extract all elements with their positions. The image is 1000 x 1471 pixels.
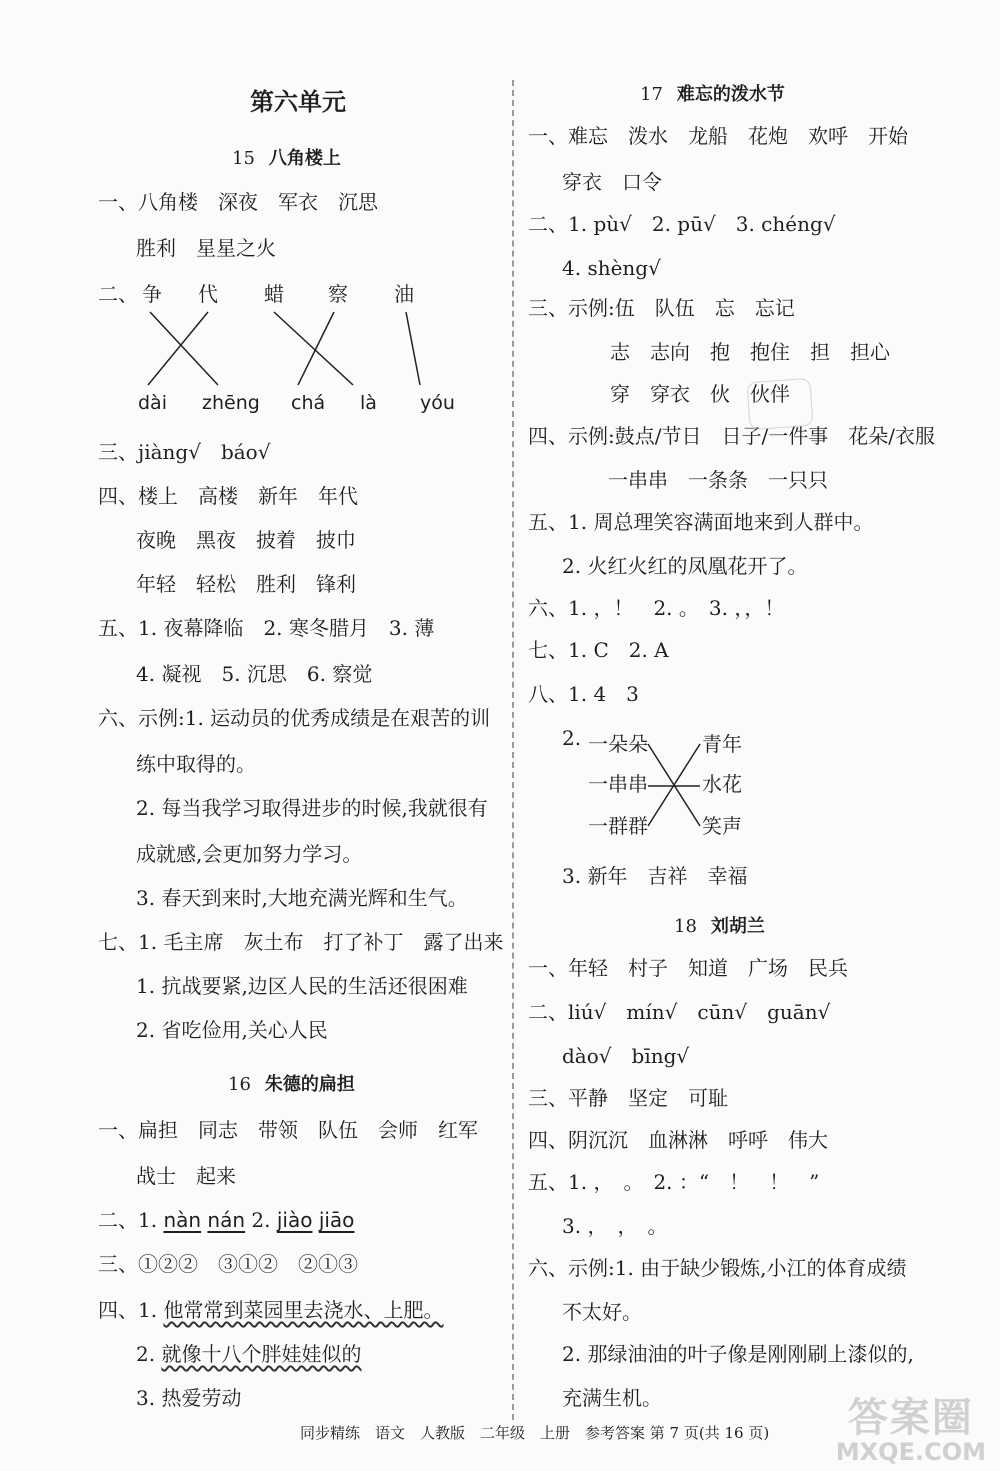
unit-title: 第六单元 <box>250 88 346 116</box>
answer-line: 五、1. 周总理笑容满面地来到人群中。 <box>528 510 874 534</box>
answer-line: 2. 每当我学习取得进步的时候,我就很有 <box>136 796 488 820</box>
answer-line: 胜利 星星之火 <box>136 236 276 260</box>
answer-line: 三、①②② ③①② ②①③ <box>98 1252 358 1276</box>
match-pinyin: dài <box>138 392 167 414</box>
lesson-name: 难忘的泼水节 <box>676 84 785 105</box>
watermark-logo <box>835 1395 986 1466</box>
lesson-number: 18 <box>674 916 697 937</box>
lesson-16-title <box>228 1070 355 1096</box>
answer-line <box>136 1340 361 1368</box>
question-label: 二、 <box>98 282 138 306</box>
answer-line: 3. 热爱劳动 <box>136 1386 242 1410</box>
lesson-name: 刘胡兰 <box>710 916 765 937</box>
match-char: 代 <box>198 282 218 306</box>
answer-line: 穿衣 口令 <box>562 170 662 194</box>
watermark-text: 答案圈 <box>847 1395 974 1441</box>
answer-line: 四、示例:鼓点/节日 日子/一件事 花朵/衣服 <box>528 424 935 448</box>
answer-line: 一、扁担 同志 带领 队伍 会师 红军 <box>98 1118 478 1142</box>
match-pinyin: chá <box>291 392 326 414</box>
answer-line: 二、1. pù√ 2. pū√ 3. chéng√ <box>528 212 836 236</box>
answer-line: dào√ bīng√ <box>562 1044 690 1068</box>
answer-line: 2. 那绿油油的叶子像是刚刚刷上漆似的, <box>562 1342 914 1366</box>
page-footer: 同步精练 语文 人教版 二年级 上册 参考答案 第 7 页(共 16 页) <box>300 1424 770 1442</box>
watermark-url: MXQE.COM <box>835 1438 986 1466</box>
match-left: 一串串 <box>588 772 648 796</box>
pinyin-answer: nán <box>207 1208 246 1232</box>
lesson-number: 15 <box>232 148 255 169</box>
answer-line: 四、阴沉沉 血淋淋 呼呼 伟大 <box>528 1128 828 1152</box>
answer-line: 3. 春天到来时,大地充满光辉和生气。 <box>136 886 468 910</box>
pinyin-answer: jiāo <box>318 1208 355 1232</box>
answer-line: 年轻 轻松 胜利 锋利 <box>136 572 356 596</box>
answer-line <box>98 1296 443 1324</box>
answer-line: 4. shèng√ <box>562 256 661 280</box>
lesson-number: 16 <box>228 1074 251 1095</box>
answer-line: 不太好。 <box>562 1300 642 1324</box>
pinyin-answer: nàn <box>163 1208 202 1232</box>
answer-line: 穿 穿衣 伙 伙伴 <box>610 382 790 406</box>
question-number: 2. <box>251 1208 271 1232</box>
answer-line: 一、难忘 泼水 龙船 花炮 欢呼 开始 <box>528 124 908 148</box>
question-number: 2. <box>136 1342 156 1366</box>
answer-line: 志 志向 抱 抱住 担 担心 <box>610 340 890 364</box>
answer-line: 五、1. ， 。 2. ：“ ！ ！ ” <box>528 1170 820 1194</box>
match-pinyin: yóu <box>420 392 455 414</box>
answer-line: 三、jiàng√ báo√ <box>98 440 271 464</box>
wavy-underlined-answer: 就像十八个胖娃娃似的 <box>161 1342 362 1366</box>
answer-line: 六、示例:1. 由于缺少锻炼,小江的体育成绩 <box>528 1256 907 1280</box>
answer-line: 三、平静 坚定 可耻 <box>528 1086 728 1110</box>
pinyin-answer: jiào <box>276 1208 313 1232</box>
answer-line: 1. 抗战要紧,边区人民的生活还很困难 <box>136 974 468 998</box>
answer-line: 一、年轻 村子 知道 广场 民兵 <box>528 956 848 980</box>
answer-line: 四、楼上 高楼 新年 年代 <box>98 484 358 508</box>
answer-line: 五、1. 夜幕降临 2. 寒冬腊月 3. 薄 <box>98 616 435 640</box>
lesson-name: 八角楼上 <box>268 148 341 169</box>
match-left: 一群群 <box>588 814 648 838</box>
lesson-18-title <box>674 912 765 938</box>
matching-lines <box>528 0 988 900</box>
lesson-number: 17 <box>640 84 663 105</box>
match-char: 争 <box>142 282 162 306</box>
answer-line: 一串串 一条条 一只只 <box>608 468 828 492</box>
answer-line: 2. 火红火红的凤凰花开了。 <box>562 554 808 578</box>
wavy-underlined-answer: 他常常到菜园里去浇水、上肥。 <box>163 1298 444 1322</box>
lesson-name: 朱德的扁担 <box>264 1074 355 1095</box>
matching-lines <box>98 0 498 420</box>
match-char: 蜡 <box>264 282 284 306</box>
answer-line: 成就感,会更加努力学习。 <box>136 842 363 866</box>
answer-line: 二、liú√ mín√ cūn√ guān√ <box>528 1000 831 1024</box>
answer-line: 三、示例:伍 队伍 忘 忘记 <box>528 296 795 320</box>
match-char: 油 <box>394 282 414 306</box>
match-right: 水花 <box>702 772 742 796</box>
answer-line: 七、1. 毛主席 灰土布 打了补丁 露了出来 <box>98 930 504 954</box>
column-divider <box>512 80 514 1420</box>
question-label: 四、1. <box>98 1298 158 1322</box>
answer-line: 4. 凝视 5. 沉思 6. 察觉 <box>136 662 373 686</box>
question-label: 二、1. <box>98 1208 158 1232</box>
answer-line: 3. 新年 吉祥 幸福 <box>562 864 748 888</box>
answer-line: 练中取得的。 <box>136 752 256 776</box>
answer-line <box>98 1206 354 1234</box>
match-pinyin: là <box>360 392 377 414</box>
answer-line: 2. 省吃俭用,关心人民 <box>136 1018 328 1042</box>
match-right: 青年 <box>702 732 742 756</box>
faded-stamp <box>746 378 813 430</box>
match-left: 一朵朵 <box>588 732 648 756</box>
match-right: 笑声 <box>702 814 742 838</box>
answer-line: 战士 起来 <box>136 1164 236 1188</box>
answer-line: 3. ， ， 。 <box>562 1214 668 1238</box>
answer-line: 一、八角楼 深夜 军衣 沉思 <box>98 190 378 214</box>
match-char: 察 <box>328 282 348 306</box>
answer-line: 充满生机。 <box>562 1386 662 1410</box>
answer-line: 六、1. ，！ 2. 。 3. ，，！ <box>528 596 785 620</box>
answer-line: 六、示例:1. 运动员的优秀成绩是在艰苦的训 <box>98 706 491 730</box>
answer-line: 夜晚 黑夜 披着 披巾 <box>136 528 356 552</box>
answer-line: 七、1. C 2. A <box>528 638 669 662</box>
question-number: 2. <box>562 726 582 750</box>
match-pinyin: zhēng <box>202 392 260 414</box>
answer-line: 八、1. 4 3 <box>528 682 639 706</box>
